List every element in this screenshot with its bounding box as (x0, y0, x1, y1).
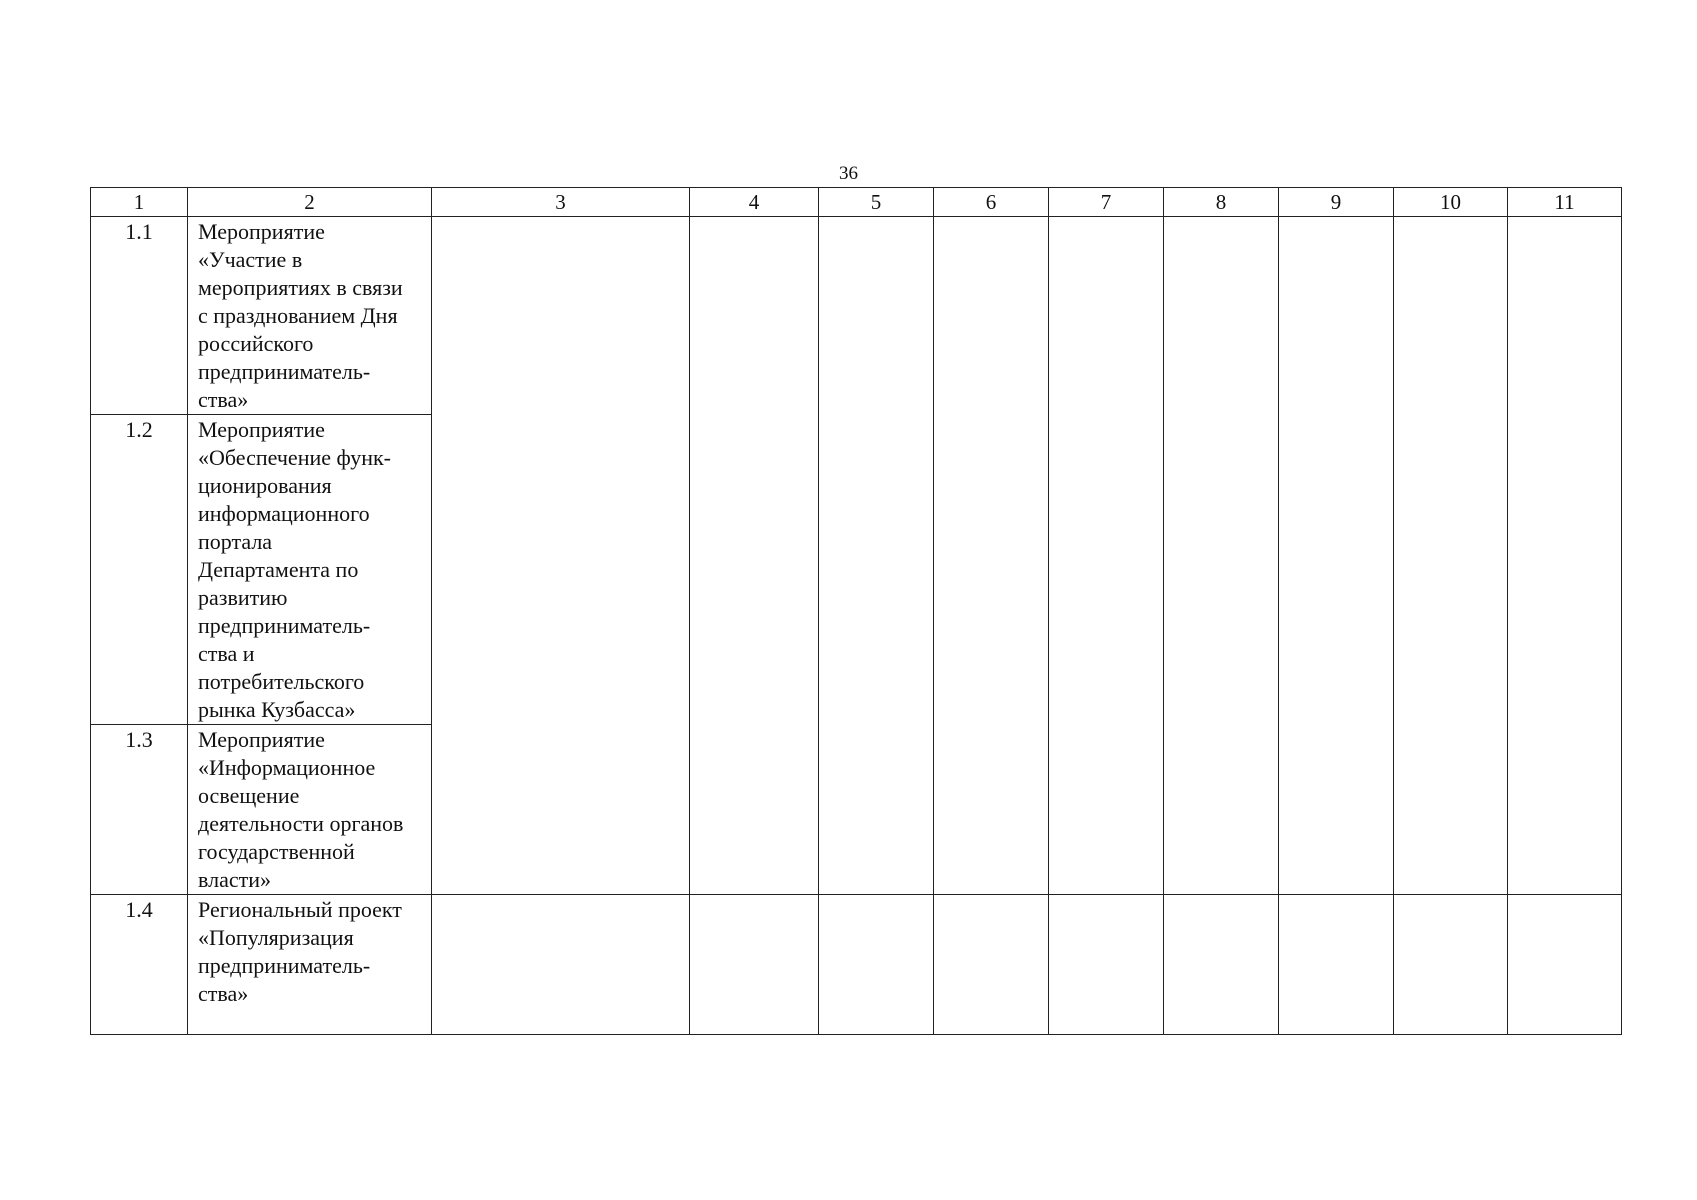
header-cell: 11 (1508, 188, 1622, 217)
empty-cell (934, 895, 1049, 1035)
merged-cell (1279, 217, 1394, 895)
empty-cell (819, 895, 934, 1035)
empty-cell (1508, 895, 1622, 1035)
empty-cell (1164, 895, 1279, 1035)
merged-cell (690, 217, 819, 895)
merged-cell (432, 217, 690, 895)
row-name: Региональный проект «Популяризация предприниматель- ства» (188, 895, 432, 1035)
header-cell: 1 (91, 188, 188, 217)
table-row (91, 895, 1622, 1035)
row-number: 1.4 (91, 895, 188, 1035)
table-row (91, 217, 1622, 415)
header-cell: 4 (690, 188, 819, 217)
merged-cell (819, 217, 934, 895)
row-name: Мероприятие «Обеспечение функ- ционирования информационного портала Департамента по развитию предприниматель- ства и потребительского рынка Кузбасса» (188, 415, 432, 725)
empty-cell (1394, 895, 1508, 1035)
row-name: Мероприятие «Информационное освещение деятельности органов государственной власти» (188, 725, 432, 895)
header-row (91, 188, 1622, 217)
header-cell: 7 (1049, 188, 1164, 217)
header-cell: 6 (934, 188, 1049, 217)
empty-cell (432, 895, 690, 1035)
header-cell: 8 (1164, 188, 1279, 217)
empty-cell (1049, 895, 1164, 1035)
header-cell: 10 (1394, 188, 1508, 217)
merged-cell (1164, 217, 1279, 895)
header-cell: 3 (432, 188, 690, 217)
header-cell: 5 (819, 188, 934, 217)
row-number: 1.2 (91, 415, 188, 725)
row-number: 1.1 (91, 217, 188, 415)
empty-cell (690, 895, 819, 1035)
row-name: Мероприятие «Участие в мероприятиях в связи с празднованием Дня российского предприниматель- ства» (188, 217, 432, 415)
header-cell: 9 (1279, 188, 1394, 217)
merged-cell (1394, 217, 1508, 895)
row-number: 1.3 (91, 725, 188, 895)
header-cell: 2 (188, 188, 432, 217)
merged-cell (934, 217, 1049, 895)
merged-cell (1508, 217, 1622, 895)
merged-cell (1049, 217, 1164, 895)
data-table (90, 187, 1622, 1035)
page-number: 36 (839, 163, 858, 184)
empty-cell (1279, 895, 1394, 1035)
